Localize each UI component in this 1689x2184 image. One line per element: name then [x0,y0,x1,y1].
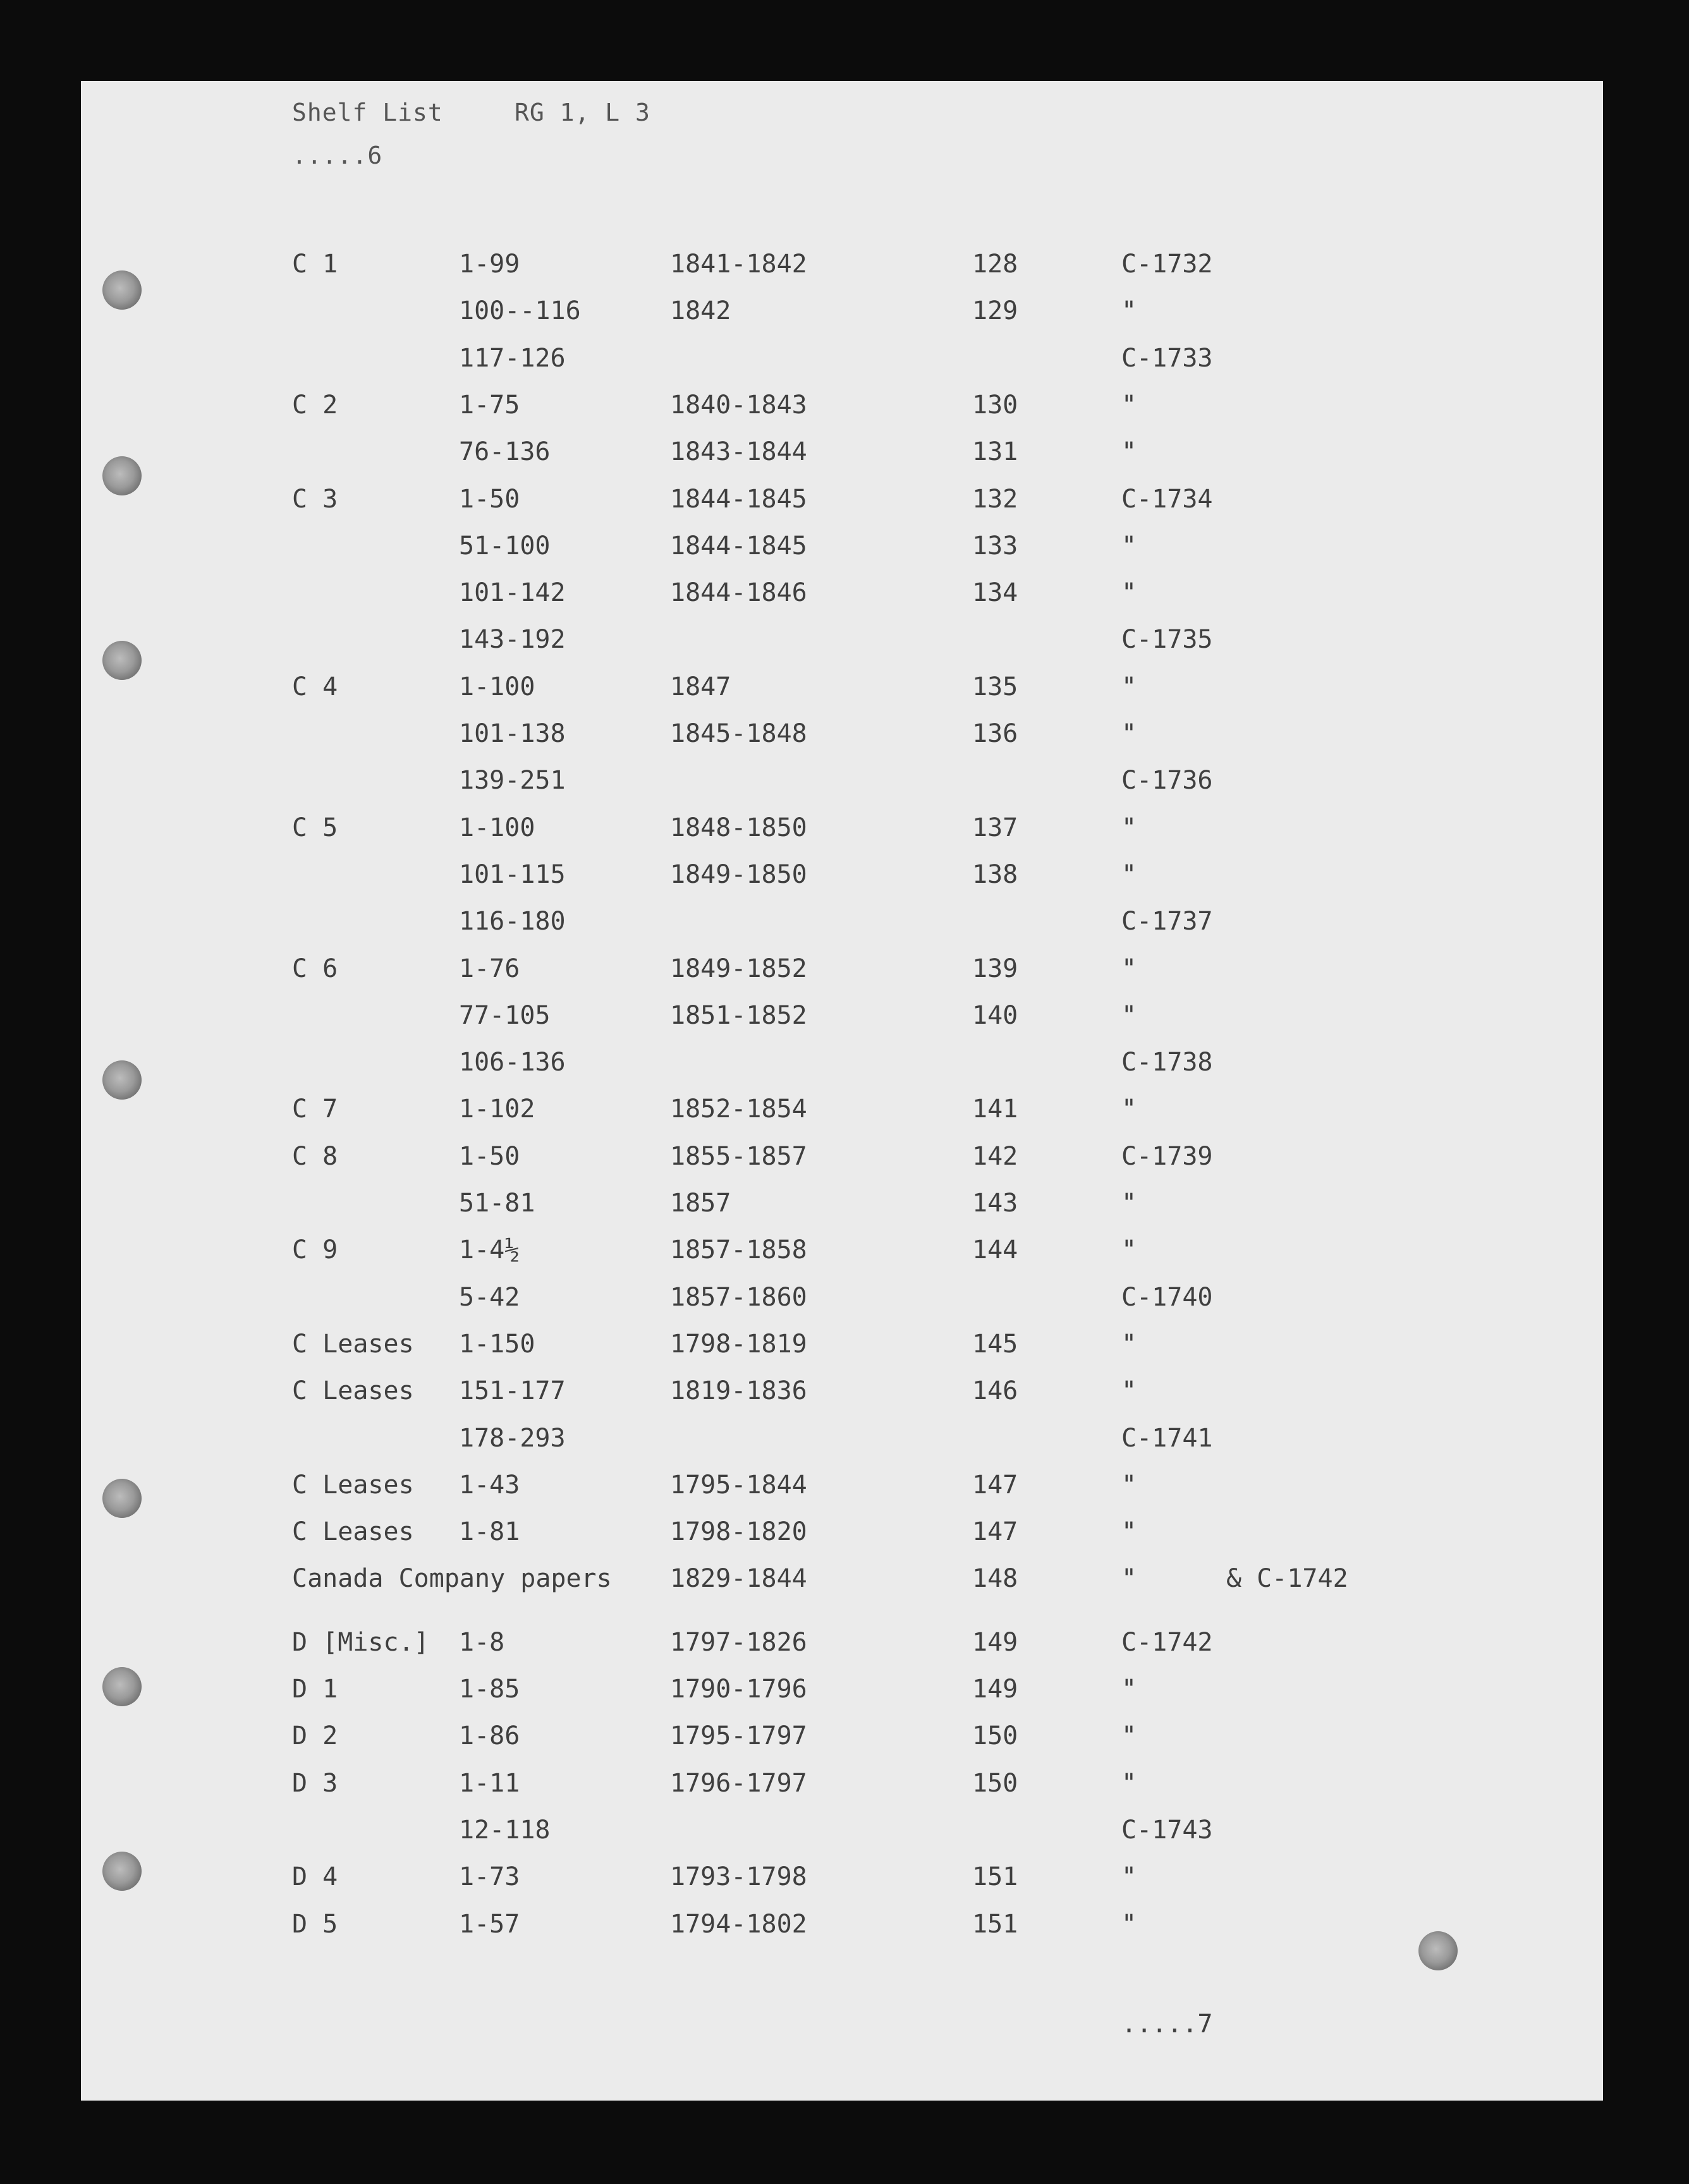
volume-cell: 129 [972,296,1018,325]
series-cell: D 2 [292,1721,338,1750]
reel-cell: " [1121,1189,1137,1218]
volume-cell: 132 [972,485,1018,514]
item-range-cell: 101-138 [459,719,566,748]
volume-cell: 131 [972,437,1018,466]
punch-hole [102,1667,142,1706]
item-range-cell: 117-126 [459,344,566,373]
item-range-cell: 143-192 [459,625,566,654]
reel-cell: " [1121,672,1137,701]
series-cell: C Leases [292,1376,414,1405]
item-range-cell: 1-50 [459,1142,520,1171]
volume-cell: 140 [972,1001,1018,1030]
reel-cell: C-1739 [1121,1142,1213,1171]
reel-cell: " [1121,954,1137,983]
dates-cell: 1851-1852 [670,1001,807,1030]
dates-cell: 1796-1797 [670,1769,807,1798]
volume-cell: 148 [972,1564,1018,1593]
volume-cell: 143 [972,1189,1018,1218]
volume-cell: 145 [972,1330,1018,1359]
volume-cell: 149 [972,1675,1018,1704]
item-range-cell: 101-115 [459,860,566,889]
volume-cell: 151 [972,1910,1018,1939]
item-range-cell: 1-86 [459,1721,520,1750]
punch-hole [102,456,142,495]
reel-cell: C-1735 [1121,625,1213,654]
reel-cell: " [1121,860,1137,889]
reel-cell: " [1121,1769,1137,1798]
punch-hole [1418,1931,1458,1970]
reel-cell: " [1121,1564,1137,1593]
dates-cell: 1845-1848 [670,719,807,748]
punch-hole [102,1479,142,1518]
series-cell: Canada Company papers [292,1564,612,1593]
reel-cell: " [1121,1235,1137,1265]
dates-cell: 1855-1857 [670,1142,807,1171]
reel-cell: C-1734 [1121,485,1213,514]
item-range-cell: 1-100 [459,813,535,842]
item-range-cell: 100--116 [459,296,581,325]
item-range-cell: 1-81 [459,1517,520,1546]
punch-hole [102,1852,142,1891]
item-range-cell: 151-177 [459,1376,566,1405]
reel-cell: " [1121,437,1137,466]
reel-cell: " [1121,578,1137,607]
reel-cell: " [1121,813,1137,842]
dates-cell: 1795-1844 [670,1471,807,1500]
reel-cell: " [1121,1910,1137,1939]
item-range-cell: 1-102 [459,1095,535,1124]
series-cell: C 9 [292,1235,338,1265]
series-cell: C 6 [292,954,338,983]
volume-cell: 133 [972,531,1018,561]
dates-cell: 1797-1826 [670,1628,807,1657]
volume-cell: 149 [972,1628,1018,1657]
reel-cell: " [1121,1376,1137,1405]
volume-cell: 151 [972,1862,1018,1891]
series-cell: D [Misc.] [292,1628,429,1657]
dates-cell: 1857-1860 [670,1283,807,1312]
record-group-reference: RG 1, L 3 [515,99,650,126]
reel-cell: C-1738 [1121,1048,1213,1077]
reel-cell: " [1121,1721,1137,1750]
dates-cell: 1848-1850 [670,813,807,842]
item-range-cell: 1-50 [459,485,520,514]
item-range-cell: 1-43 [459,1471,520,1500]
series-cell: C 8 [292,1142,338,1171]
volume-cell: 146 [972,1376,1018,1405]
item-range-cell: 5-42 [459,1283,520,1312]
dates-cell: 1849-1850 [670,860,807,889]
item-range-cell: 1-99 [459,250,520,279]
dates-cell: 1843-1844 [670,437,807,466]
dates-cell: 1793-1798 [670,1862,807,1891]
volume-cell: 147 [972,1471,1018,1500]
item-range-cell: 1-76 [459,954,520,983]
reel-cell: C-1732 [1121,250,1213,279]
item-range-cell: 178-293 [459,1424,566,1453]
reel-cell: " [1121,1095,1137,1124]
reel-cell: C-1742 [1121,1628,1213,1657]
volume-cell: 141 [972,1095,1018,1124]
series-cell: C Leases [292,1330,414,1359]
item-range-cell: 101-142 [459,578,566,607]
item-range-cell: 76-136 [459,437,551,466]
reel-cell: " [1121,1862,1137,1891]
dates-cell: 1857 [670,1189,731,1218]
item-range-cell: 139-251 [459,766,566,795]
item-range-cell: 12-118 [459,1816,551,1845]
series-cell: C Leases [292,1471,414,1500]
reel-cell: " [1121,296,1137,325]
series-cell: C 3 [292,485,338,514]
dates-cell: 1849-1852 [670,954,807,983]
reel-cell: C-1740 [1121,1283,1213,1312]
item-range-cell: 1-4½ [459,1235,520,1265]
punch-hole [102,270,142,310]
volume-cell: 128 [972,250,1018,279]
series-cell: D 3 [292,1769,338,1798]
item-range-cell: 1-57 [459,1910,520,1939]
volume-cell: 136 [972,719,1018,748]
item-range-cell: 1-150 [459,1330,535,1359]
dates-cell: 1829-1844 [670,1564,807,1593]
series-cell: C Leases [292,1517,414,1546]
reel-cell: " [1121,531,1137,561]
reel-cell: C-1743 [1121,1816,1213,1845]
document-page [81,81,1603,2101]
additional-reel-cell: & C-1742 [1226,1564,1348,1593]
next-page-marker: .....7 [1121,2010,1213,2039]
dates-cell: 1819-1836 [670,1376,807,1405]
reel-cell: " [1121,1675,1137,1704]
volume-cell: 138 [972,860,1018,889]
reel-cell: C-1737 [1121,907,1213,936]
dates-cell: 1847 [670,672,731,701]
dates-cell: 1798-1819 [670,1330,807,1359]
dates-cell: 1844-1845 [670,531,807,561]
item-range-cell: 51-100 [459,531,551,561]
dates-cell: 1790-1796 [670,1675,807,1704]
dates-cell: 1840-1843 [670,391,807,420]
dates-cell: 1798-1820 [670,1517,807,1546]
dates-cell: 1841-1842 [670,250,807,279]
reel-cell: " [1121,1330,1137,1359]
volume-cell: 150 [972,1769,1018,1798]
volume-cell: 139 [972,954,1018,983]
reel-cell: " [1121,1001,1137,1030]
reel-cell: " [1121,1517,1137,1546]
volume-cell: 150 [972,1721,1018,1750]
series-cell: C 2 [292,391,338,420]
item-range-cell: 77-105 [459,1001,551,1030]
series-cell: D 5 [292,1910,338,1939]
dates-cell: 1795-1797 [670,1721,807,1750]
item-range-cell: 1-85 [459,1675,520,1704]
series-cell: D 4 [292,1862,338,1891]
punch-hole [102,1060,142,1100]
reel-cell: C-1736 [1121,766,1213,795]
volume-cell: 130 [972,391,1018,420]
page-marker: .....6 [292,142,383,169]
item-range-cell: 51-81 [459,1189,535,1218]
series-cell: C 4 [292,672,338,701]
dates-cell: 1844-1845 [670,485,807,514]
volume-cell: 137 [972,813,1018,842]
series-cell: C 1 [292,250,338,279]
item-range-cell: 1-8 [459,1628,505,1657]
item-range-cell: 1-75 [459,391,520,420]
series-cell: C 7 [292,1095,338,1124]
volume-cell: 142 [972,1142,1018,1171]
dates-cell: 1844-1846 [670,578,807,607]
reel-cell: C-1733 [1121,344,1213,373]
dates-cell: 1842 [670,296,731,325]
reel-cell: C-1741 [1121,1424,1213,1453]
item-range-cell: 116-180 [459,907,566,936]
shelf-list-title: Shelf List [292,99,443,126]
series-cell: C 5 [292,813,338,842]
dates-cell: 1794-1802 [670,1910,807,1939]
reel-cell: " [1121,391,1137,420]
item-range-cell: 1-11 [459,1769,520,1798]
item-range-cell: 1-73 [459,1862,520,1891]
volume-cell: 147 [972,1517,1018,1546]
punch-hole [102,641,142,680]
item-range-cell: 106-136 [459,1048,566,1077]
reel-cell: " [1121,1471,1137,1500]
dates-cell: 1857-1858 [670,1235,807,1265]
series-cell: D 1 [292,1675,338,1704]
reel-cell: " [1121,719,1137,748]
volume-cell: 144 [972,1235,1018,1265]
volume-cell: 135 [972,672,1018,701]
dates-cell: 1852-1854 [670,1095,807,1124]
volume-cell: 134 [972,578,1018,607]
item-range-cell: 1-100 [459,672,535,701]
